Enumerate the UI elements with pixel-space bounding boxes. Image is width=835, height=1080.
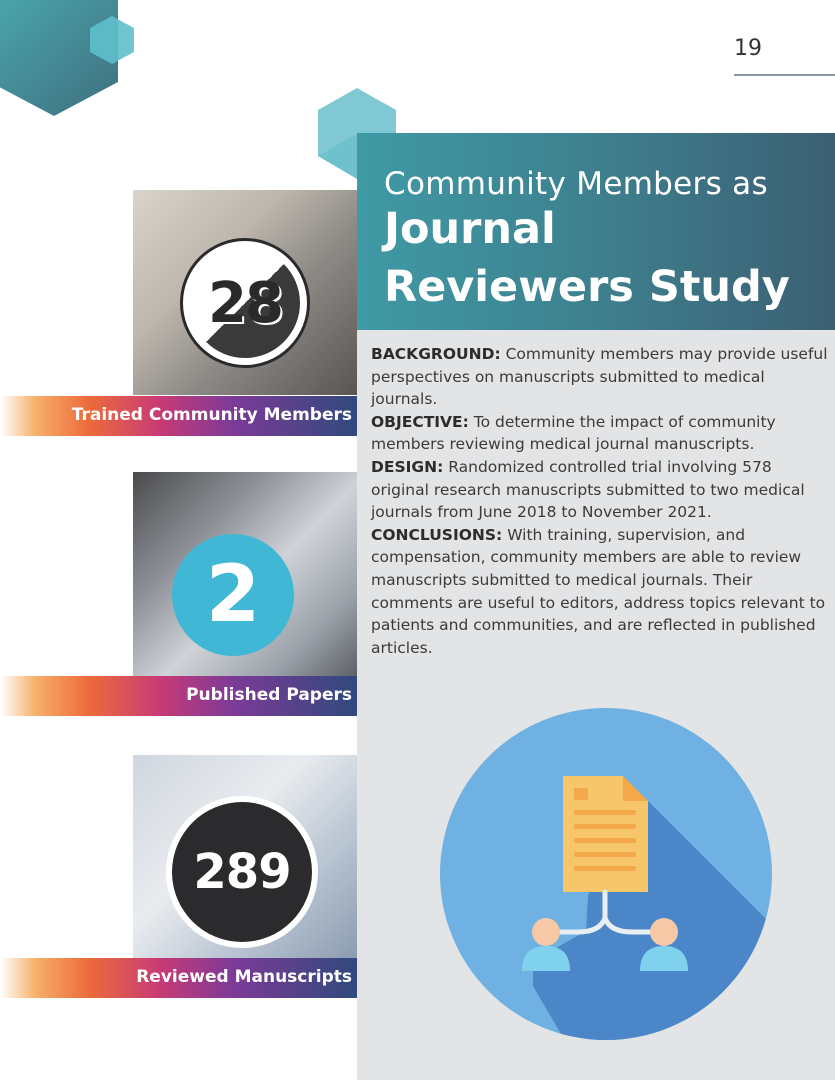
conclusions-label: CONCLUSIONS: — [371, 525, 503, 544]
objective-label: OBJECTIVE: — [371, 412, 469, 431]
title-line-2: Journal — [384, 204, 556, 254]
stat-label-bar — [0, 676, 357, 716]
stat-value-reviewed-manuscripts: 289 — [193, 844, 291, 900]
objective-text: To determine the impact of community members reviewing medical journal manuscripts. — [371, 412, 776, 454]
objective-paragraph — [371, 411, 829, 456]
page-number: 19 — [734, 36, 762, 61]
design-label: DESIGN: — [371, 457, 444, 476]
conclusions-text: With training, supervision, and compensation, community members are able to review manuscripts submitted to medical journals. Their comments are useful to editors, address topics relevant to patients and communities, and are reflected in published articles. — [371, 525, 826, 657]
title-line-3: Reviewers Study — [384, 262, 790, 312]
study-summary — [371, 343, 829, 659]
background-text: Community members may provide useful perspectives on manuscripts submitted to medical journals. — [371, 345, 828, 409]
stat-label-bar — [0, 958, 357, 998]
background-paragraph — [371, 343, 829, 411]
stat-badge-trained-members — [180, 238, 310, 368]
background-label: BACKGROUND: — [371, 345, 501, 363]
stat-label-reviewed-manuscripts: Reviewed Manuscripts — [136, 967, 352, 987]
stat-label-bar — [0, 396, 357, 436]
design-text: Randomized controlled trial involving 578 original research manuscripts submitted to two medical journals from June 2018 to November 2021. — [371, 457, 805, 522]
stat-badge-published-papers — [172, 534, 294, 656]
stat-label-published-papers: Published Papers — [186, 685, 352, 705]
design-paragraph — [371, 456, 829, 524]
conclusions-paragraph — [371, 524, 829, 660]
stat-badge-reviewed-manuscripts — [166, 796, 318, 948]
document-share-icon — [438, 706, 774, 1042]
hexagon-decoration — [0, 0, 140, 120]
stat-value-published-papers: 2 — [205, 550, 261, 640]
page-number-rule — [734, 74, 835, 76]
title-line-1: Community Members as — [384, 166, 768, 202]
stat-value-trained-members: 28 — [208, 270, 282, 336]
stat-label-trained-members: Trained Community Members — [71, 405, 352, 425]
